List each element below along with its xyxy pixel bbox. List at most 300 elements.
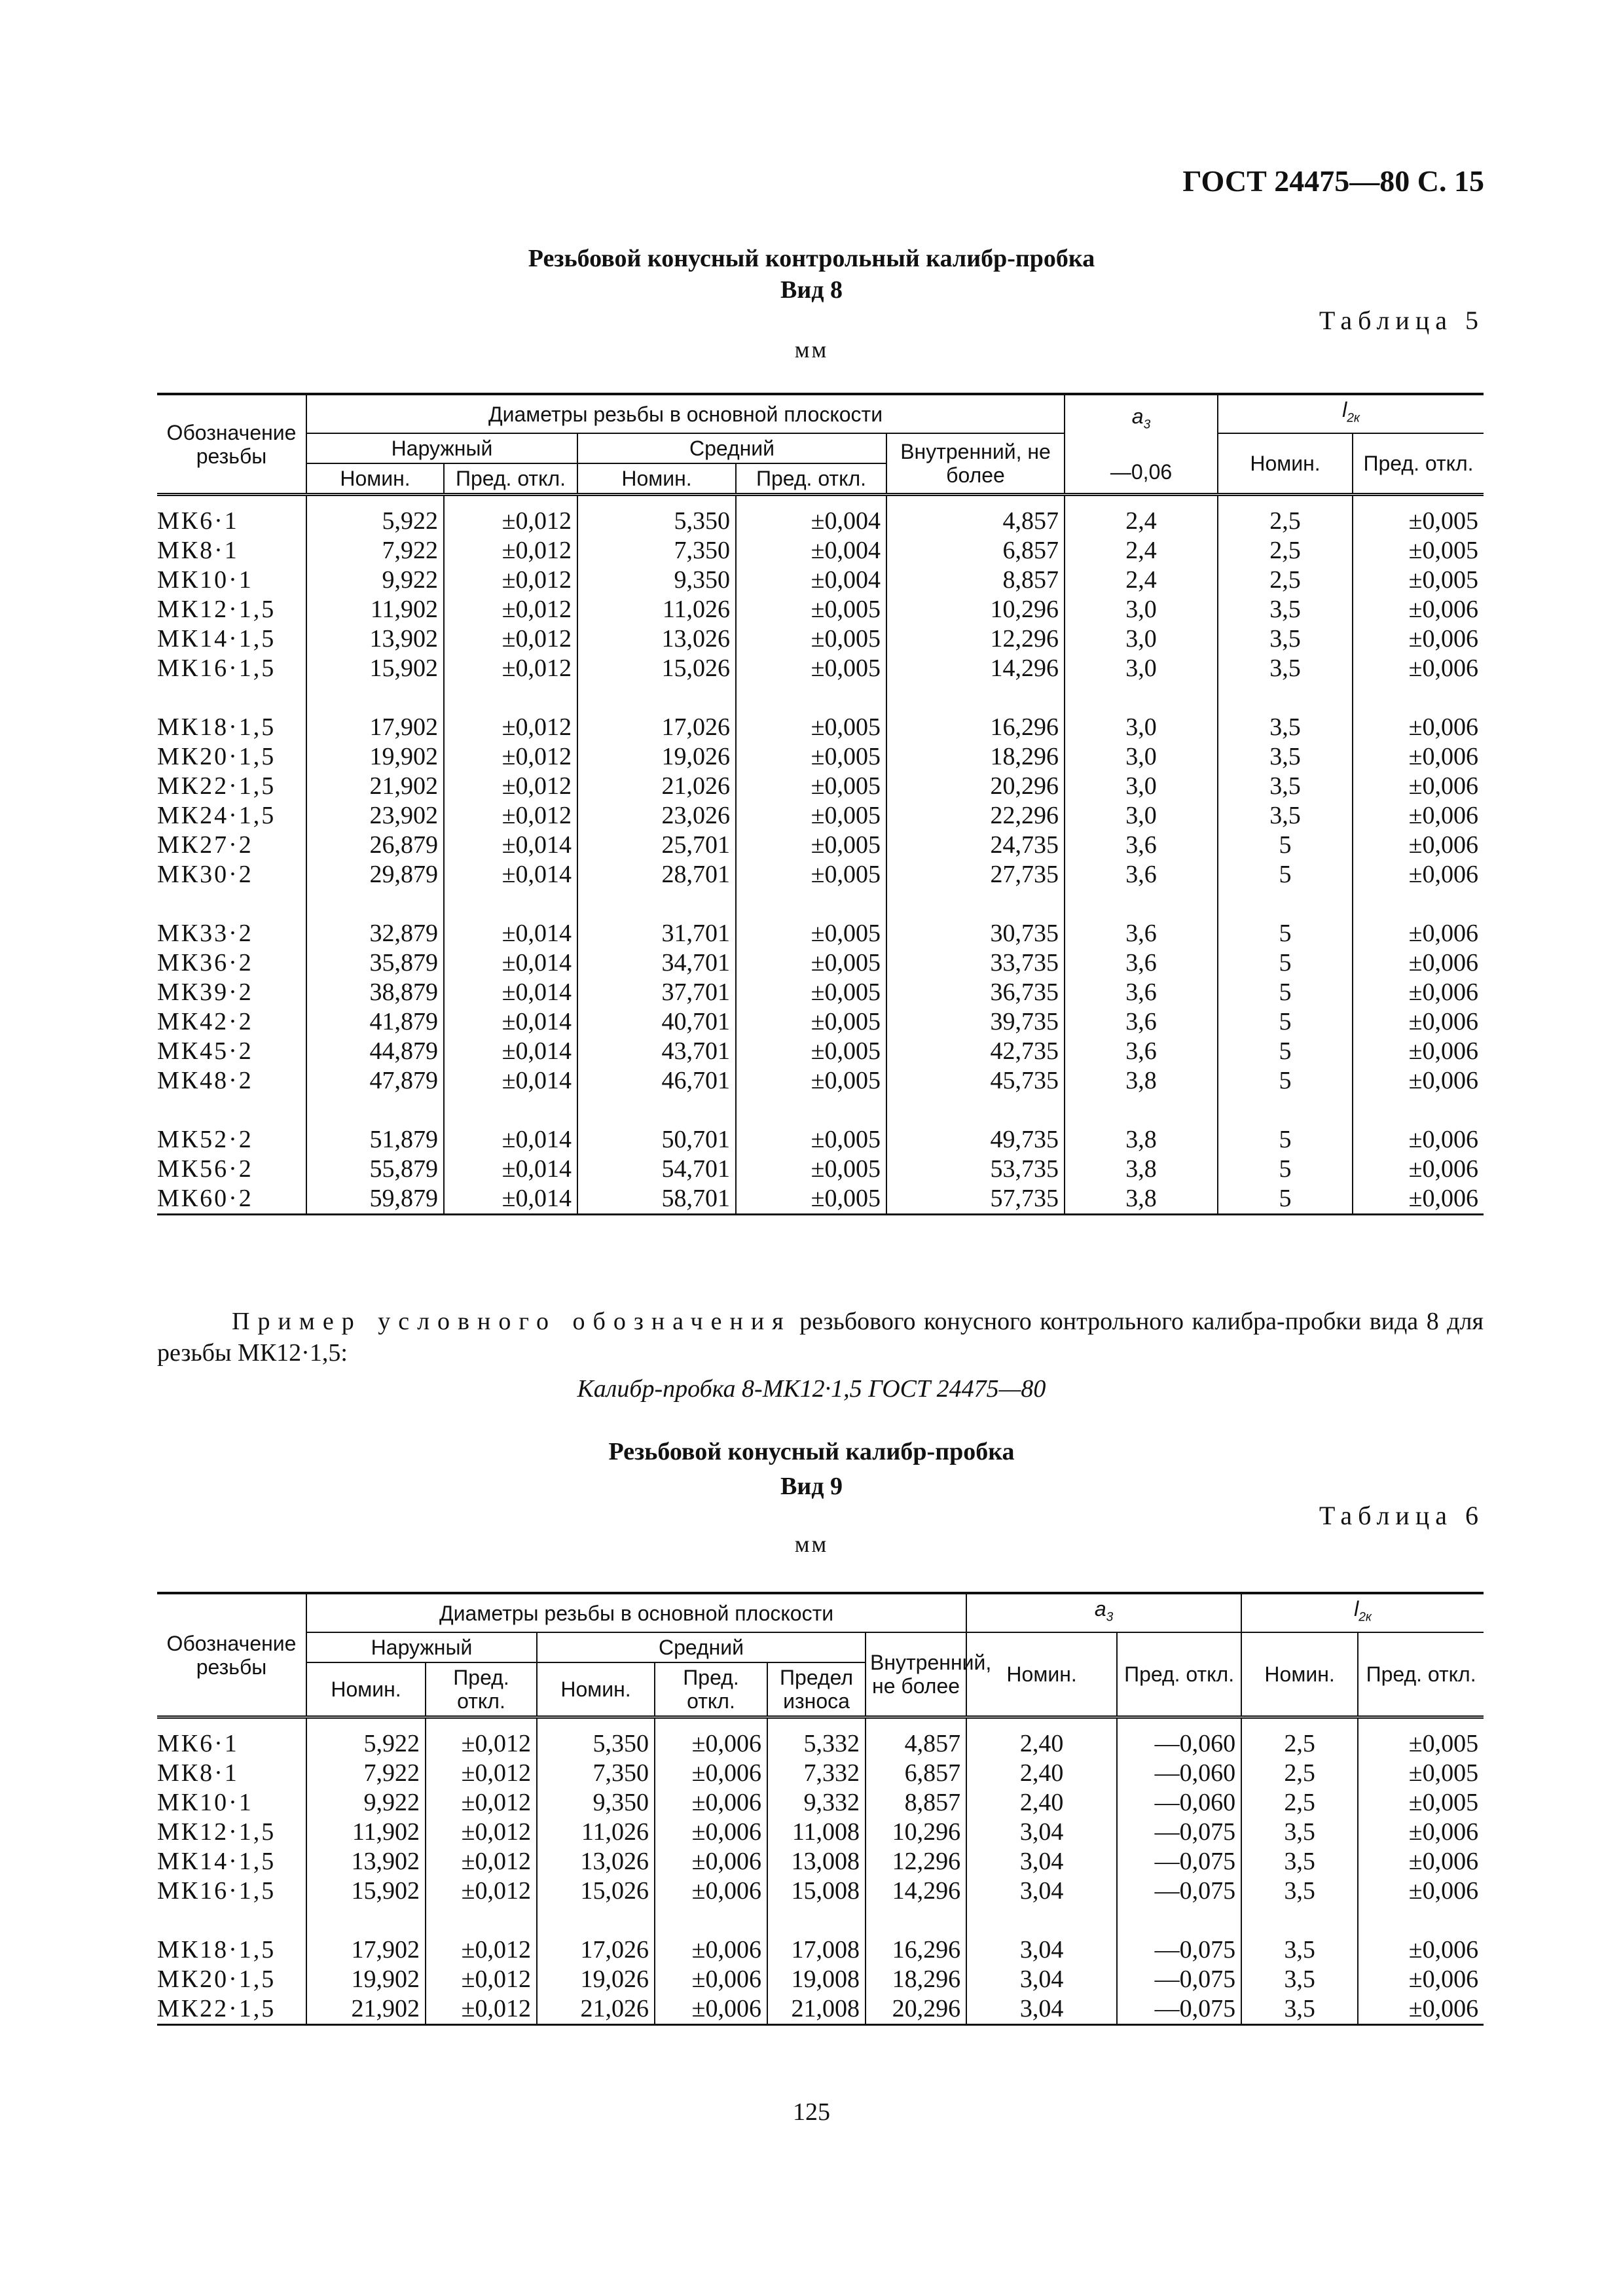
table-cell: 21,026 (537, 1994, 655, 2025)
table-cell: 3,04 (966, 1818, 1117, 1847)
table-cell: 3,6 (1065, 1037, 1218, 1066)
table-cell: ±0,006 (1353, 713, 1484, 742)
table-cell: 13,026 (577, 624, 736, 654)
col-l2k-dev: Пред. откл. (1353, 433, 1484, 495)
table-row (157, 1759, 1484, 1788)
spacer-cell (577, 683, 736, 713)
table-cell: ±0,006 (1353, 948, 1484, 978)
thread-designation: МК48·2 (157, 1067, 253, 1095)
table-cell: 3,0 (1065, 772, 1218, 801)
table-cell: ±0,005 (1353, 507, 1484, 536)
table5-label: Таблица 5 (1319, 306, 1484, 335)
table-cell: ±0,005 (736, 1037, 886, 1066)
table-6-body (157, 1717, 1484, 2025)
table-cell: 3,04 (966, 1994, 1117, 2025)
table-cell: 58,701 (577, 1184, 736, 1215)
spacer-cell (1065, 683, 1218, 713)
section1-subtitle: Вид 8 (780, 276, 843, 304)
table-cell: 16,296 (866, 1935, 966, 1965)
table-cell: ±0,012 (426, 1729, 537, 1759)
table-cell: ±0,005 (736, 860, 886, 889)
spacer-cell (1353, 1096, 1484, 1125)
table-row (157, 1729, 1484, 1759)
table-cell: ±0,012 (444, 595, 577, 624)
table-row (157, 624, 1484, 654)
col6-outer-dev: Пред. откл. (426, 1662, 537, 1717)
table-cell: 2,4 (1065, 536, 1218, 565)
table-cell: ±0,006 (655, 1876, 767, 1906)
section2-title: Резьбовой конусный калибр-пробка (608, 1438, 1015, 1465)
thread-designation: МК30·2 (157, 861, 253, 889)
table-row (157, 1818, 1484, 1847)
table-cell: 3,8 (1065, 1066, 1218, 1096)
spacer-cell (306, 495, 444, 507)
table-cell: ±0,012 (444, 742, 577, 772)
table-cell: ±0,006 (655, 1788, 767, 1818)
col6-a3-dev: Пред. откл. (1117, 1632, 1241, 1717)
table-cell: 3,5 (1218, 624, 1353, 654)
table-cell: 3,5 (1218, 654, 1353, 683)
thread-designation: МК39·2 (157, 978, 253, 1007)
table-cell: ±0,004 (736, 565, 886, 595)
table-cell: 3,8 (1065, 1125, 1218, 1155)
table-cell: ±0,006 (1353, 654, 1484, 683)
col-middle-dev: Пред. откл. (736, 463, 886, 495)
col6-a3: $a_3$ (966, 1593, 1241, 1632)
table-row (157, 860, 1484, 889)
thread-designation: МК12·1,5 (157, 1818, 276, 1846)
table-cell: 19,902 (306, 1965, 426, 1994)
table-cell: —0,075 (1117, 1965, 1241, 1994)
table-cell: ±0,004 (736, 507, 886, 536)
table-cell: ±0,006 (1353, 1037, 1484, 1066)
table-cell: ±0,005 (736, 831, 886, 860)
table-cell: 10,296 (886, 595, 1065, 624)
table-row (157, 1037, 1484, 1066)
col-l2k: $l_{2к}$ (1218, 394, 1484, 433)
table-cell: 3,0 (1065, 801, 1218, 831)
table-cell: 2,5 (1241, 1729, 1358, 1759)
table-cell: 5 (1218, 1066, 1353, 1096)
table-cell: ±0,012 (444, 565, 577, 595)
spacer-cell (537, 1717, 655, 1730)
table-cell: 5 (1218, 1125, 1353, 1155)
table-cell: 21,902 (306, 772, 444, 801)
spacer-cell (886, 889, 1065, 919)
table-cell: 7,350 (537, 1759, 655, 1788)
table-row (157, 1935, 1484, 1965)
table-cell: 16,296 (886, 713, 1065, 742)
group-spacer (157, 1906, 1484, 1935)
table-cell: 26,879 (306, 831, 444, 860)
thread-designation: МК60·2 (157, 1184, 306, 1215)
table-cell: ±0,012 (426, 1788, 537, 1818)
example-text: Пример условного обозначения резьбового конусного контрольного калибра-пробки вида 8 для резьбы МК12·1,5: (157, 1308, 1484, 1367)
spacer-cell (1218, 495, 1353, 507)
table-cell: 45,735 (886, 1066, 1065, 1096)
table5-units: мм (794, 336, 829, 363)
table-cell: 19,008 (767, 1965, 866, 1994)
thread-designation: МК45·2 (157, 1037, 253, 1066)
spacer-cell (1218, 889, 1353, 919)
table-cell: 17,026 (577, 713, 736, 742)
table-cell: 53,735 (886, 1155, 1065, 1184)
table-cell: 11,026 (537, 1818, 655, 1847)
spacer-cell (1241, 1717, 1358, 1730)
table-cell: 3,5 (1218, 801, 1353, 831)
table-cell: 3,5 (1241, 1994, 1358, 2025)
spacer-cell (426, 1906, 537, 1935)
table-cell: ±0,006 (655, 1759, 767, 1788)
thread-designation: МК16·1,5 (157, 1877, 276, 1905)
table-cell: 3,6 (1065, 831, 1218, 860)
table-cell: ±0,005 (736, 624, 886, 654)
table-cell: —0,075 (1117, 1847, 1241, 1876)
thread-designation: МК18·1,5 (157, 713, 276, 742)
table-row (157, 1847, 1484, 1876)
thread-designation: МК36·2 (157, 949, 253, 977)
table-cell: 2,4 (1065, 565, 1218, 595)
table-cell: 11,902 (306, 595, 444, 624)
spacer-cell (736, 1096, 886, 1125)
group-spacer (157, 1096, 1484, 1125)
col6-middle-wear: Предел износа (767, 1662, 866, 1717)
table-cell: ±0,005 (736, 713, 886, 742)
spacer-cell (537, 1906, 655, 1935)
table-cell: 21,026 (577, 772, 736, 801)
table-cell: 18,296 (886, 742, 1065, 772)
thread-designation: МК16·1,5 (157, 655, 276, 683)
table-cell: 11,902 (306, 1818, 426, 1847)
table-cell: 2,5 (1241, 1759, 1358, 1788)
table-cell: ±0,012 (426, 1876, 537, 1906)
table-cell: ±0,005 (736, 948, 886, 978)
table-cell: 15,902 (306, 654, 444, 683)
table-cell: 3,0 (1065, 654, 1218, 683)
section1-title: Резьбовой конусный контрольный калибр-пробка (528, 245, 1095, 272)
table-cell: ±0,006 (1358, 1935, 1484, 1965)
table-cell: 3,6 (1065, 978, 1218, 1007)
spacer-cell (444, 889, 577, 919)
table-cell: 3,5 (1241, 1847, 1358, 1876)
col-l2k-nom: Номин. (1218, 433, 1353, 495)
table-cell: 3,04 (966, 1965, 1117, 1994)
table-cell: ±0,012 (426, 1965, 537, 1994)
table-cell: ±0,012 (444, 624, 577, 654)
table-row (157, 1155, 1484, 1184)
table-cell: 40,701 (577, 1007, 736, 1037)
table-cell: 19,026 (577, 742, 736, 772)
table-cell: ±0,006 (1353, 1184, 1484, 1215)
table-5 (157, 393, 1484, 1215)
table-cell: 5,922 (306, 1729, 426, 1759)
thread-designation: МК52·2 (157, 1126, 253, 1154)
table-cell: ±0,005 (736, 595, 886, 624)
group-spacer (157, 889, 1484, 919)
table-cell: 32,879 (306, 919, 444, 948)
table-cell: 5 (1218, 1007, 1353, 1037)
spacer-cell (886, 683, 1065, 713)
table-cell: ±0,006 (1358, 1818, 1484, 1847)
table-cell: 2,40 (966, 1788, 1117, 1818)
col6-middle-nom: Номин. (537, 1662, 655, 1717)
table-cell: ±0,012 (426, 1759, 537, 1788)
table-cell: —0,075 (1117, 1876, 1241, 1906)
table-cell: 3,5 (1218, 595, 1353, 624)
table-cell: ±0,006 (1353, 919, 1484, 948)
spacer-cell (306, 889, 444, 919)
table-cell: 3,6 (1065, 948, 1218, 978)
table-cell: 27,735 (886, 860, 1065, 889)
table-cell: ±0,006 (1358, 1994, 1484, 2025)
spacer-cell (306, 683, 444, 713)
table-cell: 2,5 (1241, 1788, 1358, 1818)
table-cell: 55,879 (306, 1155, 444, 1184)
table-cell: ±0,006 (1353, 801, 1484, 831)
table-cell: ±0,006 (1353, 742, 1484, 772)
table-cell: 7,350 (577, 536, 736, 565)
table-cell: ±0,006 (1353, 772, 1484, 801)
table-cell: ±0,005 (736, 1066, 886, 1096)
table-cell: 14,296 (866, 1876, 966, 1906)
col-a3: $a_3$ —0,06 (1065, 394, 1218, 495)
table-cell: 9,350 (537, 1788, 655, 1818)
table-cell: 3,0 (1065, 742, 1218, 772)
thread-designation: МК56·2 (157, 1155, 253, 1183)
table-cell: ±0,014 (444, 860, 577, 889)
thread-designation: МК20·1,5 (157, 1965, 276, 1994)
table-cell: 2,4 (1065, 507, 1218, 536)
table-cell: 31,701 (577, 919, 736, 948)
table-cell: 24,735 (886, 831, 1065, 860)
thread-designation: МК10·1 (157, 566, 253, 594)
table-cell: 39,735 (886, 1007, 1065, 1037)
table-cell: 5,350 (577, 507, 736, 536)
table-row (157, 801, 1484, 831)
col6-outer-nom: Номин. (306, 1662, 426, 1717)
table-cell: 3,5 (1218, 713, 1353, 742)
table-cell: ±0,006 (1353, 1155, 1484, 1184)
table-cell: ±0,005 (736, 772, 886, 801)
table-cell: 15,026 (577, 654, 736, 683)
thread-designation: МК22·1,5 (157, 1994, 306, 2025)
spacer-cell (157, 495, 306, 507)
thread-designation: МК14·1,5 (157, 1848, 276, 1876)
table-cell: ±0,006 (1353, 595, 1484, 624)
table-cell: 33,735 (886, 948, 1065, 978)
section2-subtitle: Вид 9 (780, 1473, 843, 1500)
col6-l2k-nom: Номин. (1241, 1632, 1358, 1717)
table-row (157, 978, 1484, 1007)
spacer-cell (306, 1096, 444, 1125)
spacer-cell (426, 1717, 537, 1730)
col-diameters: Диаметры резьбы в основной плоскости (306, 394, 1065, 433)
table-cell: 5 (1218, 860, 1353, 889)
col-middle-nom: Номин. (577, 463, 736, 495)
table-cell: 41,879 (306, 1007, 444, 1037)
table-cell: ±0,014 (444, 1155, 577, 1184)
table-cell: ±0,005 (736, 1184, 886, 1215)
table-cell: ±0,006 (1353, 1066, 1484, 1096)
table-cell: 11,008 (767, 1818, 866, 1847)
table-row (157, 772, 1484, 801)
table-cell: 2,40 (966, 1729, 1117, 1759)
table-cell: 17,902 (306, 1935, 426, 1965)
thread-designation: МК12·1,5 (157, 596, 276, 624)
table-cell: 3,5 (1218, 742, 1353, 772)
table-cell: 11,026 (577, 595, 736, 624)
table-cell: 3,5 (1241, 1965, 1358, 1994)
table-cell: 29,879 (306, 860, 444, 889)
table-cell: 20,296 (866, 1994, 966, 2025)
table-cell: ±0,014 (444, 948, 577, 978)
table-5-body (157, 495, 1484, 1215)
table-cell: ±0,012 (444, 654, 577, 683)
thread-designation: МК6·1 (157, 1730, 239, 1758)
spacer-row (157, 495, 1484, 507)
table-cell: 21,902 (306, 1994, 426, 2025)
table-cell: 51,879 (306, 1125, 444, 1155)
table-cell: ±0,006 (1358, 1847, 1484, 1876)
table-cell: ±0,006 (1358, 1876, 1484, 1906)
spacer-cell (1358, 1717, 1484, 1730)
table-cell: ±0,005 (1358, 1729, 1484, 1759)
spacer-cell (1065, 1096, 1218, 1125)
table-cell: ±0,012 (426, 1847, 537, 1876)
table-cell: 8,857 (886, 565, 1065, 595)
thread-designation: МК33·2 (157, 920, 253, 948)
spacer-cell (1117, 1717, 1241, 1730)
table-cell: ±0,005 (736, 801, 886, 831)
thread-designation: МК22·1,5 (157, 772, 276, 800)
table-row (157, 831, 1484, 860)
col6-inner: Внутренний, не более (866, 1632, 966, 1717)
table-cell: ±0,005 (1353, 565, 1484, 595)
table-cell: ±0,005 (736, 742, 886, 772)
table-cell: 25,701 (577, 831, 736, 860)
table-cell: 44,879 (306, 1037, 444, 1066)
table-cell: 3,6 (1065, 919, 1218, 948)
spacer-cell (767, 1906, 866, 1935)
spacer-cell (1358, 1906, 1484, 1935)
col6-middle-dev: Пред. откл. (655, 1662, 767, 1717)
table-row (157, 1994, 1484, 2025)
table-cell: 3,6 (1065, 860, 1218, 889)
table-cell: ±0,006 (655, 1994, 767, 2025)
spacer-cell (1241, 1906, 1358, 1935)
spacer-cell (886, 495, 1065, 507)
page-header: ГОСТ 24475—80 С. 15 (1182, 164, 1484, 198)
table-cell: ±0,006 (1353, 1125, 1484, 1155)
table-cell: 12,296 (866, 1847, 966, 1876)
table-cell: 49,735 (886, 1125, 1065, 1155)
thread-designation: МК18·1,5 (157, 1936, 276, 1964)
table-cell: 7,922 (306, 536, 444, 565)
table-cell: 54,701 (577, 1155, 736, 1184)
table-row (157, 654, 1484, 683)
table-cell: 10,296 (866, 1818, 966, 1847)
spacer-cell (157, 1906, 306, 1935)
table-cell: 17,008 (767, 1935, 866, 1965)
table-cell: 3,04 (966, 1847, 1117, 1876)
thread-designation: МК27·2 (157, 831, 253, 859)
table-cell: 23,902 (306, 801, 444, 831)
table-cell: 20,296 (886, 772, 1065, 801)
table-cell: 2,40 (966, 1759, 1117, 1788)
table-cell: ±0,012 (444, 536, 577, 565)
col-middle: Средний (577, 433, 886, 463)
table-cell: 14,296 (886, 654, 1065, 683)
table-cell: 35,879 (306, 948, 444, 978)
table-cell: 3,5 (1218, 772, 1353, 801)
col6-designation: Обозначение резьбы (157, 1593, 306, 1717)
col6-l2k: $l_{2к}$ (1241, 1593, 1484, 1632)
table-cell: 9,350 (577, 565, 736, 595)
table-cell: 3,0 (1065, 624, 1218, 654)
table-cell: ±0,006 (1353, 860, 1484, 889)
table-cell: ±0,014 (444, 978, 577, 1007)
thread-designation: МК8·1 (157, 537, 239, 565)
table-cell: ±0,014 (444, 1037, 577, 1066)
table-cell: 9,922 (306, 565, 444, 595)
spacer-cell (1353, 889, 1484, 919)
table-cell: 46,701 (577, 1066, 736, 1096)
table-cell: ±0,012 (426, 1994, 537, 2025)
table-cell: ±0,005 (736, 1125, 886, 1155)
table-cell: 4,857 (866, 1729, 966, 1759)
thread-designation: МК6·1 (157, 507, 239, 535)
page-number: 125 (793, 2098, 830, 2126)
group-spacer (157, 683, 1484, 713)
table-cell: ±0,004 (736, 536, 886, 565)
spacer-cell (444, 683, 577, 713)
table-row (157, 1007, 1484, 1037)
spacer-cell (966, 1906, 1117, 1935)
table-row (157, 1125, 1484, 1155)
table-cell: 21,008 (767, 1994, 866, 2025)
col6-outer: Наружный (306, 1632, 537, 1662)
col-designation: Обозначение резьбы (157, 394, 306, 495)
spacer-cell (886, 1096, 1065, 1125)
table-cell: 18,296 (866, 1965, 966, 1994)
table-cell: 2,5 (1218, 565, 1353, 595)
spacer-cell (444, 495, 577, 507)
table-cell: ±0,014 (444, 1066, 577, 1096)
table-cell: ±0,006 (1353, 624, 1484, 654)
table-cell: ±0,005 (1358, 1788, 1484, 1818)
table-cell: ±0,014 (444, 1007, 577, 1037)
table-cell: ±0,006 (655, 1847, 767, 1876)
table-cell: ±0,006 (1358, 1965, 1484, 1994)
table-cell: —0,060 (1117, 1759, 1241, 1788)
table-cell: 43,701 (577, 1037, 736, 1066)
col-outer-nom: Номин. (306, 463, 444, 495)
table-cell: 3,5 (1241, 1935, 1358, 1965)
spacer-cell (736, 889, 886, 919)
spacer-cell (655, 1717, 767, 1730)
spacer-cell (157, 1717, 306, 1730)
table-cell: ±0,005 (1353, 536, 1484, 565)
spacer-cell (767, 1717, 866, 1730)
table-row (157, 507, 1484, 536)
table-cell: ±0,005 (736, 1155, 886, 1184)
table-cell: 28,701 (577, 860, 736, 889)
table-cell: 22,296 (886, 801, 1065, 831)
example-designation: Калибр-пробка 8-МК12·1,5 ГОСТ 24475—80 (577, 1375, 1046, 1403)
table-cell: 13,008 (767, 1847, 866, 1876)
col6-middle: Средний (537, 1632, 866, 1662)
thread-designation: МК24·1,5 (157, 802, 276, 830)
